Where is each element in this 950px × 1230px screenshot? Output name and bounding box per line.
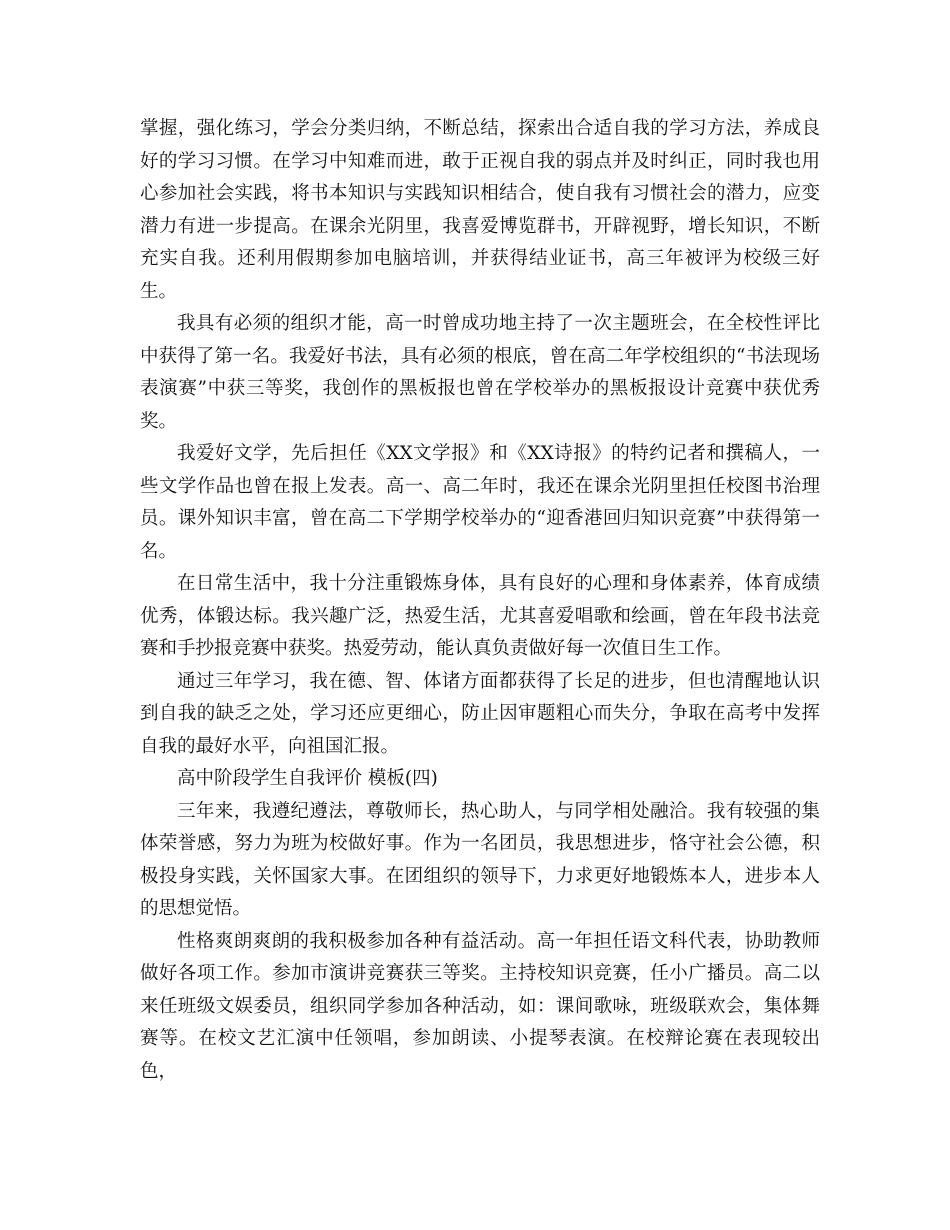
paragraph-3: 我爱好文学，先后担任《XX文学报》和《XX诗报》的特约记者和撰稿人，一些文学作品也曾在报上发表。高一、高二年时，我还在课余光阴里担任校图书治理员。课外知识丰富，曾在高二下学期学校举办的“迎香港回归知识竞赛”中获得第一名。	[140, 443, 820, 562]
paragraph-1: 掌握，强化练习，学会分类归纳，不断总结，探索出合适自我的学习方法，养成良好的学习习惯。在学习中知难而进，敢于正视自我的弱点并及时纠正，同时我也用心参加社会实践，将书本知识与实践知识相结合，使自我有习惯社会的潜力，应变潜力有进一步提高。在课余光阴里，我喜爱博览群书，开辟视野，增长知识，不断充实自我。还利用假期参加电脑培训，并获得结业证书，高三年被评为校级三好生。	[140, 118, 820, 302]
paragraph-4: 在日常生活中，我十分注重锻炼身体，具有良好的心理和身体素养，体育成绩优秀，体锻达标。我兴趣广泛，热爱生活，尤其喜爱唱歌和绘画，曾在年段书法竞赛和手抄报竞赛中获奖。热爱劳动，能认真负责做好每一次值日生工作。	[140, 573, 820, 659]
paragraph-5: 通过三年学习，我在德、智、体诸方面都获得了长足的进步，但也清醒地认识到自我的缺乏之处，学习还应更细心，防止因审题粗心而失分，争取在高考中发挥自我的最好水平，向祖国汇报。	[140, 670, 820, 757]
section-heading: 高中阶段学生自我评价 模板(四)	[177, 768, 438, 789]
paragraph-7: 性格爽朗爽朗的我积极参加各种有益活动。高一年担任语文科代表，协助教师做好各项工作。参加市演讲竞赛获三等奖。主持校知识竞赛，任小广播员。高二以来任班级文娱委员，组织同学参加各种活动，如：课间歌咏，班级联欢会，集体舞赛等。在校文艺汇演中任领唱，参加朗读、小提琴表演。在校辩论赛在表现较出色，	[140, 930, 820, 1082]
document-body	[140, 113, 820, 1088]
paragraph-6: 三年来，我遵纪遵法，尊敬师长，热心助人，与同学相处融洽。我有较强的集体荣誉感，努力为班为校做好事。作为一名团员，我思想进步，恪守社会公德，积极投身实践，关怀国家大事。在团组织的领导下，力求更好地锻炼本人，进步本人的思想觉悟。	[140, 800, 820, 919]
paragraph-2: 我具有必须的组织才能，高一时曾成功地主持了一次主题班会，在全校性评比中获得了第一名。我爱好书法，具有必须的根底，曾在高二年学校组织的“书法现场表演赛”中获三等奖，我创作的黑板报也曾在学校举办的黑板报设计竞赛中获优秀奖。	[140, 313, 820, 432]
